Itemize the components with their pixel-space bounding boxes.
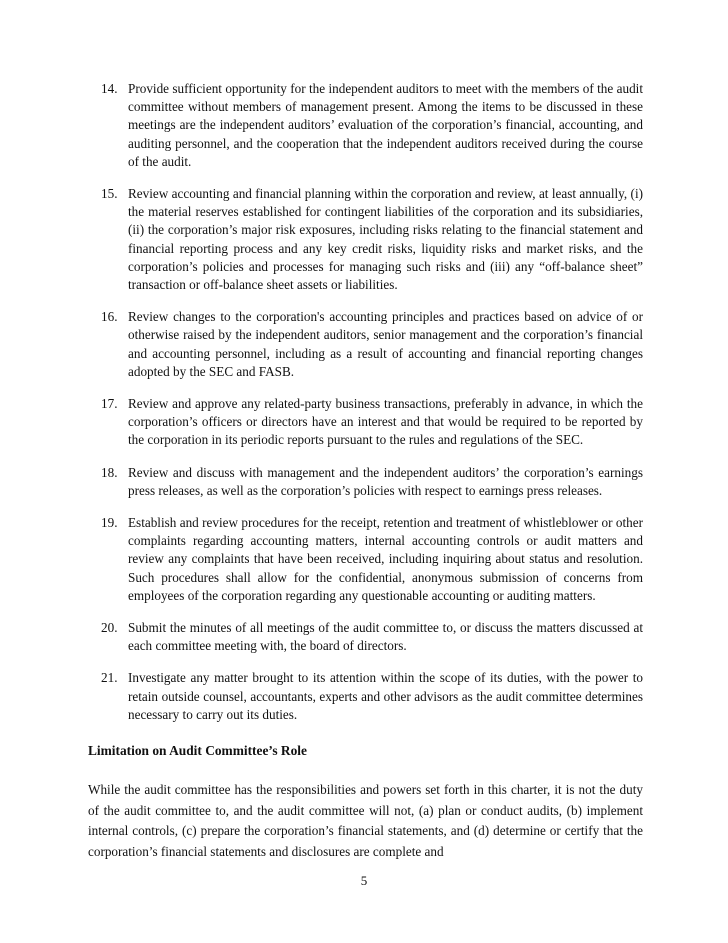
list-item-number: 14. bbox=[101, 81, 118, 96]
list-item-text: Provide sufficient opportunity for the independent auditors to meet with the members of the audit committee without members of management present. Among the items to be discussed in these meetings are the independent auditors’ evaluation of the corporation’s financial, accounting, and auditing personnel, and the cooperation that the independent auditors received during the course of the audit. bbox=[128, 81, 643, 169]
list-item-number: 20. bbox=[101, 620, 118, 636]
list-item bbox=[101, 669, 643, 724]
list-item-text: Establish and review procedures for the receipt, retention and treatment of whistleblower or other complaints regarding accounting matters, internal accounting controls or audit matters and review any complaints that have been received, including inquiring about status and resolution. Such procedures shall allow for the confidential, anonymous submission of concerns from employees of the corporation regarding any questionable accounting or auditing matters. bbox=[128, 515, 643, 603]
list-item-text: Investigate any matter brought to its attention within the scope of its duties, with the power to retain outside counsel, accountants, experts and other advisors as the audit committee determines necessary to carry out its duties. bbox=[128, 670, 643, 722]
list-item bbox=[101, 514, 643, 605]
list-item-text: Review changes to the corporation's accounting principles and practices based on advice of or otherwise raised by the independent auditors, senior management and the corporation’s financial and accounting personnel, including as a result of accounting and financial reporting changes adopted by the SEC and FASB. bbox=[128, 309, 643, 379]
list-item-text: Review and approve any related-party business transactions, preferably in advance, in which the corporation’s officers or directors have an interest and that would be required to be reported by the corporation in its periodic reports pursuant to the rules and regulations of the SEC. bbox=[128, 396, 643, 448]
list-item bbox=[101, 80, 643, 171]
list-item-text: Review and discuss with management and the independent auditors’ the corporation’s earnings press releases, as well as the corporation’s policies with respect to earnings press releases. bbox=[128, 464, 643, 498]
body-paragraph: While the audit committee has the responsibilities and powers set forth in this charter, it is not the duty of the audit committee to, and the audit committee will not, (a) plan or conduct audits, (b) implement internal controls, (c) prepare the corporation’s financial statements, and (d) determine or certify that the corporation’s financial statements and disclosures are complete and bbox=[88, 782, 643, 859]
list-item bbox=[101, 464, 643, 500]
list-item-number: 18. bbox=[101, 464, 118, 480]
list-item-number: 21. bbox=[101, 670, 118, 686]
section-heading: Limitation on Audit Committee’s Role bbox=[88, 743, 307, 758]
list-item-number: 16. bbox=[101, 309, 118, 325]
list-item bbox=[101, 308, 643, 381]
numbered-list bbox=[0, 80, 728, 738]
list-item-number: 19. bbox=[101, 515, 118, 531]
list-item bbox=[101, 185, 643, 294]
list-item bbox=[101, 619, 643, 655]
list-item-text: Submit the minutes of all meetings of the audit committee to, or discuss the matters discussed at each committee meeting with, the board of directors. bbox=[128, 620, 643, 654]
page-number: 5 bbox=[360, 873, 368, 888]
list-item-number: 15. bbox=[101, 186, 118, 202]
list-item-number: 17. bbox=[101, 396, 118, 412]
list-item bbox=[101, 395, 643, 450]
list-item-text: Review accounting and financial planning within the corporation and review, at least annually, (i) the material reserves established for contingent liabilities of the corporation and its subsidiaries, (ii) the corporation’s major risk exposures, including risks relating to the financial statement and financial reporting process and any key credit risks, liquidity risks and market risks, and the corporation’s policies and processes for managing such risks and (iii) any “off-balance sheet” transaction or off-balance sheet assets or liabilities. bbox=[128, 186, 643, 293]
